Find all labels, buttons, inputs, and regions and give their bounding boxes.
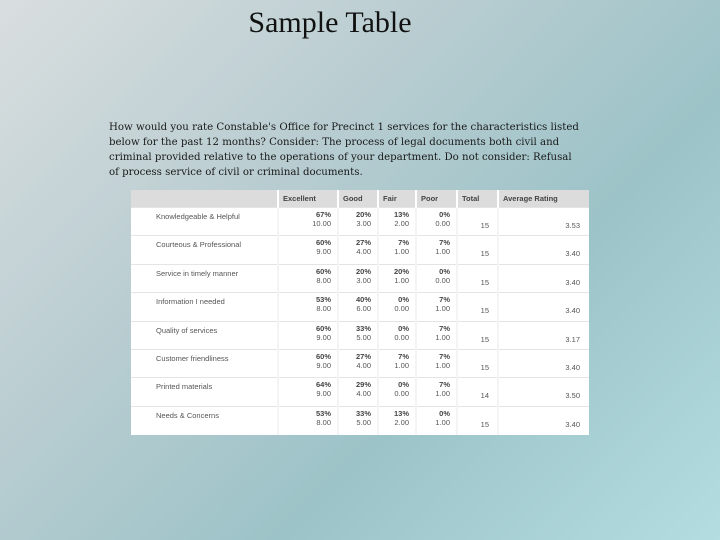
total-cell: 15 — [457, 349, 498, 377]
excellent-percent: 53% — [315, 295, 331, 305]
fair-percent: 13% — [393, 408, 409, 418]
table-row — [131, 321, 589, 349]
poor-cell — [416, 349, 457, 377]
poor-count: 1.00 — [435, 389, 450, 399]
fair-cell — [378, 236, 416, 264]
poor-count: 1.00 — [435, 332, 450, 342]
good-cell — [338, 321, 378, 349]
excellent-count: 9.00 — [316, 332, 331, 342]
total-cell: 15 — [457, 293, 498, 321]
poor-count: 0.00 — [435, 275, 450, 285]
fair-percent: 7% — [398, 238, 409, 248]
table-row — [131, 378, 589, 406]
fair-count: 1.00 — [394, 360, 409, 370]
excellent-cell — [278, 293, 338, 321]
excellent-percent: 60% — [315, 323, 331, 333]
good-cell — [338, 406, 378, 434]
table-row — [131, 293, 589, 321]
poor-count: 1.00 — [435, 417, 450, 427]
good-percent: 27% — [355, 238, 371, 248]
good-count: 4.00 — [356, 389, 371, 399]
fair-cell — [378, 406, 416, 434]
excellent-cell — [278, 378, 338, 406]
good-percent: 33% — [355, 323, 371, 333]
header-poor: Poor — [416, 190, 457, 208]
header-fair: Fair — [378, 190, 416, 208]
fair-count: 0.00 — [394, 332, 409, 342]
average-rating-cell: 3.40 — [498, 349, 589, 377]
excellent-cell — [278, 236, 338, 264]
fair-count: 0.00 — [394, 304, 409, 314]
table-row — [131, 208, 589, 236]
excellent-cell — [278, 406, 338, 434]
total-cell: 15 — [457, 264, 498, 292]
good-percent: 20% — [355, 266, 371, 276]
poor-cell — [416, 208, 457, 236]
excellent-percent: 53% — [315, 408, 331, 418]
good-count: 6.00 — [356, 304, 371, 314]
ratings-table — [131, 190, 589, 435]
row-label: Quality of services — [131, 321, 278, 349]
excellent-percent: 60% — [315, 266, 331, 276]
fair-percent: 20% — [393, 266, 409, 276]
excellent-count: 10.00 — [312, 219, 331, 228]
good-percent: 33% — [355, 408, 371, 418]
poor-cell — [416, 293, 457, 321]
good-count: 5.00 — [356, 417, 371, 427]
header-good: Good — [338, 190, 378, 208]
row-label: Customer friendliness — [131, 349, 278, 377]
good-cell — [338, 293, 378, 321]
row-label: Needs & Concerns — [131, 406, 278, 434]
row-label: Information I needed — [131, 293, 278, 321]
good-cell — [338, 264, 378, 292]
average-rating-cell: 3.17 — [498, 321, 589, 349]
good-cell — [338, 236, 378, 264]
excellent-count: 8.00 — [316, 304, 331, 314]
slide-title: Sample Table — [248, 6, 412, 39]
poor-percent: 7% — [439, 295, 450, 305]
fair-cell — [378, 264, 416, 292]
poor-percent: 7% — [439, 351, 450, 361]
poor-percent: 0% — [439, 210, 450, 219]
fair-percent: 7% — [398, 351, 409, 361]
excellent-percent: 60% — [315, 351, 331, 361]
poor-percent: 0% — [439, 408, 450, 418]
header-excellent: Excellent — [278, 190, 338, 208]
excellent-count: 9.00 — [316, 389, 331, 399]
excellent-count: 9.00 — [316, 247, 331, 257]
ratings-table-container — [131, 190, 589, 435]
average-rating-cell: 3.40 — [498, 264, 589, 292]
fair-count: 2.00 — [394, 219, 409, 228]
fair-percent: 0% — [398, 323, 409, 333]
fair-cell — [378, 349, 416, 377]
average-rating-cell: 3.40 — [498, 293, 589, 321]
poor-percent: 7% — [439, 323, 450, 333]
excellent-percent: 64% — [315, 380, 331, 390]
good-cell — [338, 378, 378, 406]
good-cell — [338, 208, 378, 236]
row-label: Courteous & Professional — [131, 236, 278, 264]
poor-cell — [416, 406, 457, 434]
fair-percent: 0% — [398, 380, 409, 390]
average-rating-cell: 3.50 — [498, 378, 589, 406]
good-count: 3.00 — [356, 275, 371, 285]
total-cell: 15 — [457, 236, 498, 264]
total-cell: 15 — [457, 321, 498, 349]
average-rating-cell: 3.53 — [498, 208, 589, 236]
header-total: Total — [457, 190, 498, 208]
average-rating-cell: 3.40 — [498, 406, 589, 434]
row-label: Service in timely manner — [131, 264, 278, 292]
excellent-percent: 67% — [315, 210, 331, 219]
total-cell: 14 — [457, 378, 498, 406]
excellent-count: 8.00 — [316, 275, 331, 285]
fair-percent: 0% — [398, 295, 409, 305]
good-cell — [338, 349, 378, 377]
poor-percent: 0% — [439, 266, 450, 276]
poor-percent: 7% — [439, 380, 450, 390]
poor-count: 1.00 — [435, 360, 450, 370]
poor-count: 1.00 — [435, 304, 450, 314]
table-row — [131, 264, 589, 292]
total-cell: 15 — [457, 406, 498, 434]
good-count: 4.00 — [356, 360, 371, 370]
fair-cell — [378, 378, 416, 406]
poor-count: 0.00 — [435, 219, 450, 228]
header-average-rating: Average Rating — [498, 190, 589, 208]
poor-count: 1.00 — [435, 247, 450, 257]
survey-question: How would you rate Constable's Office for Precinct 1 services for the characteristics listed below for the past 12 months? Consider: The process of legal documents both civil and criminal provided relative to the operations of your department. Do not consider: Refusal of process service of civil or criminal documents. — [109, 122, 579, 178]
good-percent: 27% — [355, 351, 371, 361]
poor-cell — [416, 236, 457, 264]
good-percent: 40% — [355, 295, 371, 305]
excellent-percent: 60% — [315, 238, 331, 248]
table-header-row — [131, 190, 589, 208]
fair-cell — [378, 321, 416, 349]
poor-percent: 7% — [439, 238, 450, 248]
total-cell: 15 — [457, 208, 498, 236]
poor-cell — [416, 264, 457, 292]
table-row — [131, 349, 589, 377]
good-percent: 20% — [355, 210, 371, 219]
excellent-cell — [278, 349, 338, 377]
header-label — [131, 190, 278, 208]
good-percent: 29% — [355, 380, 371, 390]
fair-count: 0.00 — [394, 389, 409, 399]
fair-count: 2.00 — [394, 417, 409, 427]
fair-cell — [378, 293, 416, 321]
fair-percent: 13% — [393, 210, 409, 219]
good-count: 5.00 — [356, 332, 371, 342]
fair-count: 1.00 — [394, 275, 409, 285]
table-row — [131, 236, 589, 264]
excellent-count: 8.00 — [316, 417, 331, 427]
fair-cell — [378, 208, 416, 236]
table-row — [131, 406, 589, 434]
row-label: Printed materials — [131, 378, 278, 406]
excellent-cell — [278, 208, 338, 236]
good-count: 4.00 — [356, 247, 371, 257]
good-count: 3.00 — [356, 219, 371, 228]
excellent-cell — [278, 264, 338, 292]
excellent-cell — [278, 321, 338, 349]
row-label: Knowledgeable & Helpful — [131, 208, 278, 236]
average-rating-cell: 3.40 — [498, 236, 589, 264]
poor-cell — [416, 321, 457, 349]
poor-cell — [416, 378, 457, 406]
excellent-count: 9.00 — [316, 360, 331, 370]
fair-count: 1.00 — [394, 247, 409, 257]
